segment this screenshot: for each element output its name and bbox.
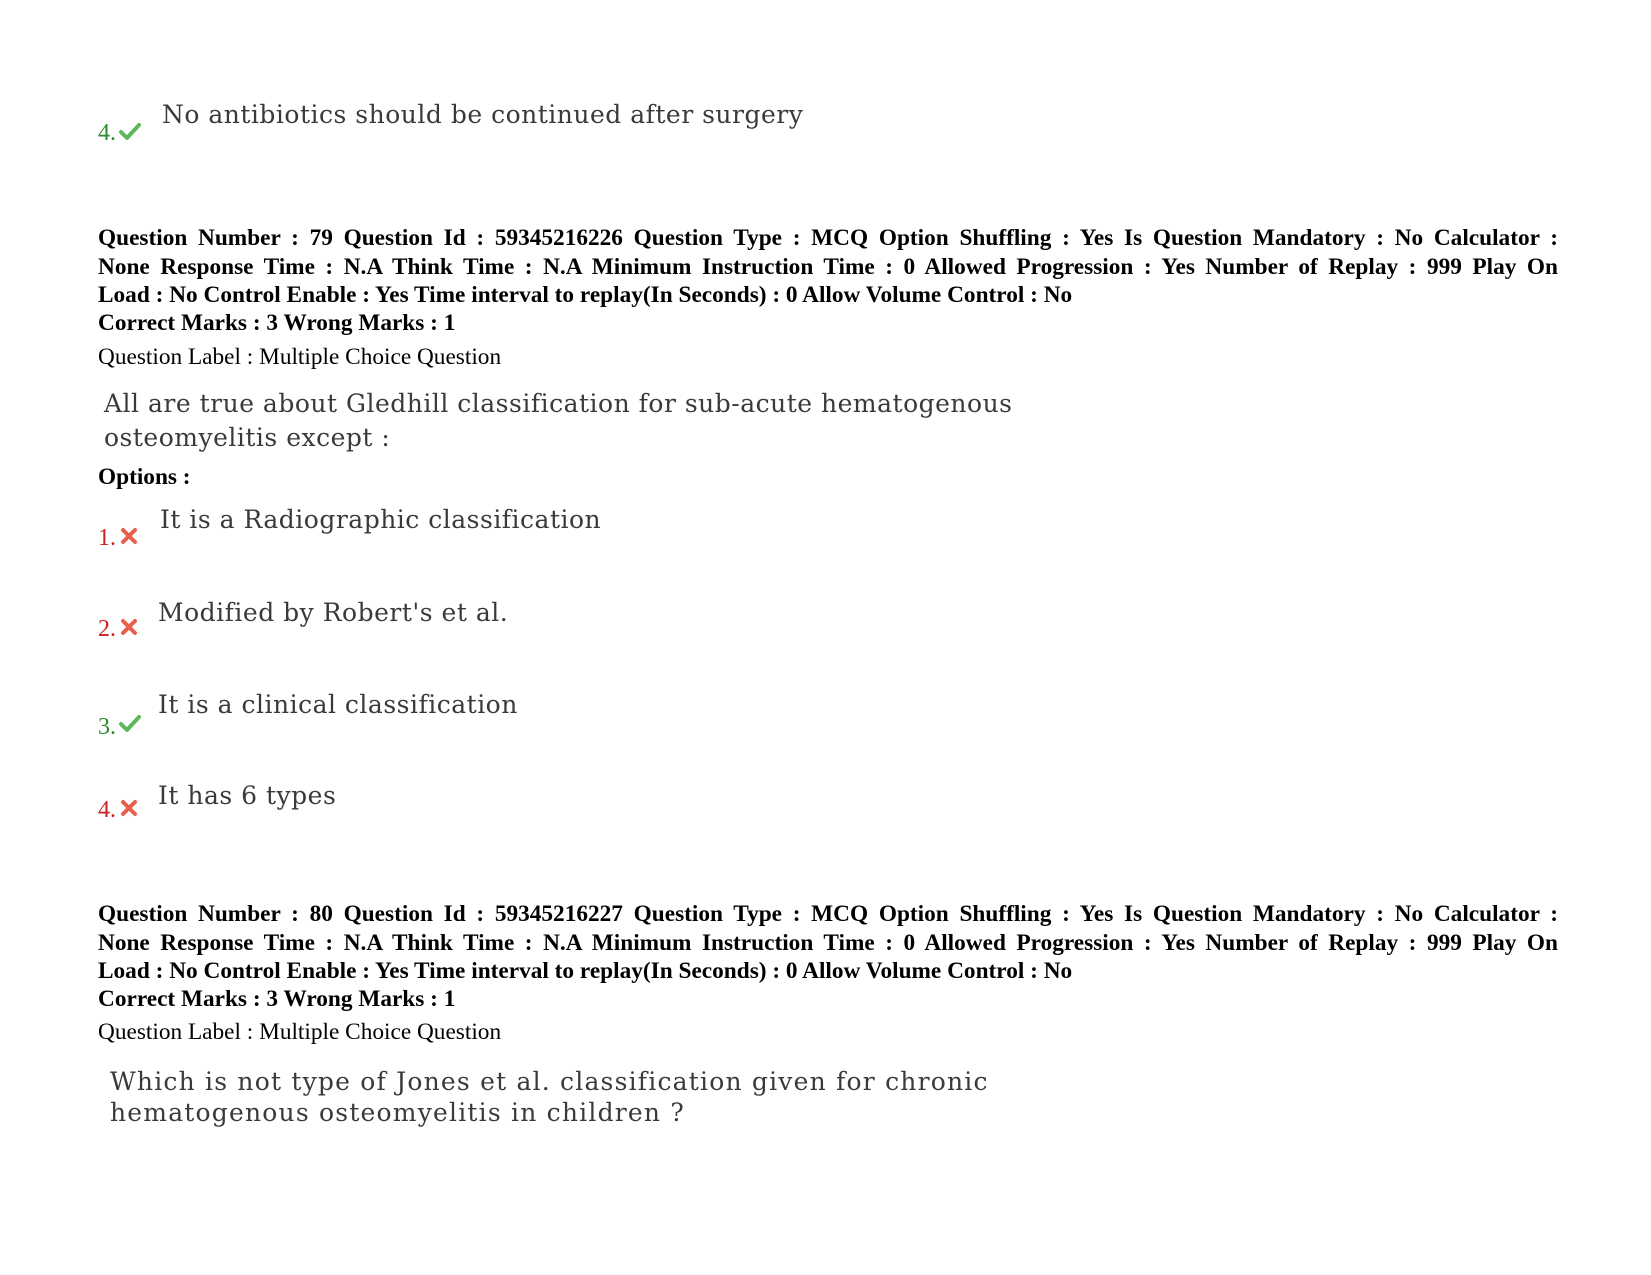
options-heading: Options : <box>98 464 191 490</box>
question-meta-line: Question Number : 80 Question Id : 59345216227 Question Type : MCQ Option Shuffling : Yes Is Question Mandatory : No Calculator : <box>98 901 1558 927</box>
option-number: 4. <box>98 797 116 823</box>
question-meta-line: None Response Time : N.A Think Time : N.A Minimum Instruction Time : 0 Allowed Progression : Yes Number of Replay : 999 Play On <box>98 253 1558 280</box>
question-text-line: hematogenous osteomyelitis in children ? <box>110 1098 685 1127</box>
question-text-line: All are true about Gledhill classification for sub-acute hematogenous <box>104 389 1013 418</box>
option-text: Modified by Robert's et al. <box>158 598 509 627</box>
option-text: It is a Radiographic classification <box>160 505 602 534</box>
question-meta <box>98 900 1558 986</box>
question-label: Question Label : Multiple Choice Question <box>98 1019 502 1045</box>
question-meta-line: None Response Time : N.A Think Time : N.A Minimum Instruction Time : 0 Allowed Progression : Yes Number of Replay : 999 Play On <box>98 929 1558 956</box>
option-number: 4. <box>98 120 116 146</box>
question-text-line: osteomyelitis except : <box>104 423 391 452</box>
question-text-line: Which is not type of Jones et al. classification given for chronic <box>110 1067 989 1096</box>
cross-icon <box>120 799 138 817</box>
question-meta-line: Load : No Control Enable : Yes Time interval to replay(In Seconds) : 0 Allow Volume Control : No <box>98 958 1073 984</box>
question-label: Question Label : Multiple Choice Question <box>98 344 502 370</box>
question-marks: Correct Marks : 3 Wrong Marks : 1 <box>98 986 456 1012</box>
option-text: It is a clinical classification <box>158 690 518 719</box>
cross-icon <box>120 618 138 636</box>
question-text <box>104 387 1013 455</box>
option-text: No antibiotics should be continued after surgery <box>162 100 804 129</box>
check-icon <box>118 712 142 736</box>
cross-icon <box>120 527 138 545</box>
option-number: 3. <box>98 714 116 740</box>
question-marks: Correct Marks : 3 Wrong Marks : 1 <box>98 310 456 336</box>
question-meta <box>98 224 1558 310</box>
option-number: 1. <box>98 525 116 551</box>
check-icon <box>118 120 142 144</box>
option-text: It has 6 types <box>158 781 337 810</box>
question-meta-line: Question Number : 79 Question Id : 59345216226 Question Type : MCQ Option Shuffling : Yes Is Question Mandatory : No Calculator : <box>98 225 1558 251</box>
option-number: 2. <box>98 616 116 642</box>
question-text <box>110 1066 989 1128</box>
question-meta-line: Load : No Control Enable : Yes Time interval to replay(In Seconds) : 0 Allow Volume Control : No <box>98 282 1073 308</box>
